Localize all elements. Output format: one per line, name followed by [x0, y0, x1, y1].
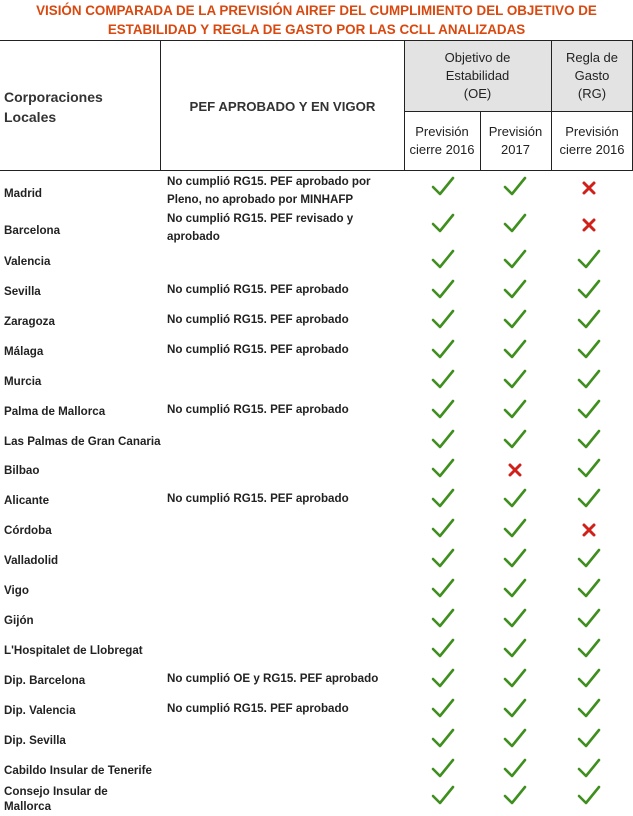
- check-icon: [577, 784, 601, 806]
- oe2016-mark: [431, 757, 455, 779]
- check-icon: [503, 368, 527, 390]
- header-oe-2017-line2: 2017: [501, 142, 530, 157]
- row-corporacion: Bilbao: [4, 464, 40, 477]
- check-icon: [577, 457, 601, 479]
- rg2016-mark: [577, 248, 601, 270]
- check-icon: [431, 457, 455, 479]
- check-icon: [577, 757, 601, 779]
- check-icon: [431, 175, 455, 197]
- check-icon: [503, 248, 527, 270]
- table-row: [0, 397, 633, 427]
- rg2016-mark: [577, 637, 601, 659]
- oe2017-mark: [503, 487, 527, 509]
- oe2017-mark: [503, 459, 527, 481]
- rg2016-mark: [577, 214, 601, 236]
- check-icon: [431, 487, 455, 509]
- check-icon: [577, 607, 601, 629]
- header-corporaciones: Corporaciones Locales: [4, 89, 103, 125]
- header-oe-2016-line1: Previsión: [415, 124, 469, 139]
- check-icon: [577, 398, 601, 420]
- oe2017-mark: [503, 212, 527, 234]
- oe2016-mark: [431, 308, 455, 330]
- oe2017-mark: [503, 607, 527, 629]
- divider: [160, 41, 161, 171]
- table-row: [0, 666, 633, 696]
- check-icon: [503, 577, 527, 599]
- cross-icon: [577, 214, 601, 236]
- row-corporacion: Dip. Sevilla: [4, 734, 66, 747]
- row-corporacion: Valladolid: [4, 554, 59, 567]
- row-corporacion: Valencia: [4, 255, 51, 268]
- check-icon: [431, 428, 455, 450]
- check-icon: [503, 398, 527, 420]
- check-icon: [577, 428, 601, 450]
- header-oe-group: [404, 49, 551, 103]
- cross-icon: [577, 177, 601, 199]
- table-row: [0, 696, 633, 726]
- check-icon: [503, 212, 527, 234]
- rg2016-mark: [577, 428, 601, 450]
- row-corporacion: Consejo Insular de Mallorca: [4, 785, 108, 813]
- table-title-line2: ESTABILIDAD Y REGLA DE GASTO POR LAS CCLL ANALIZADAS: [107, 22, 526, 37]
- divider: [404, 111, 633, 112]
- rg2016-mark: [577, 338, 601, 360]
- rg2016-mark: [577, 607, 601, 629]
- check-icon: [503, 757, 527, 779]
- check-icon: [431, 338, 455, 360]
- rg2016-mark: [577, 398, 601, 420]
- table-row: [0, 486, 633, 516]
- check-icon: [503, 727, 527, 749]
- table-row: [0, 726, 633, 756]
- row-corporacion: Málaga: [4, 345, 44, 358]
- oe2016-mark: [431, 547, 455, 569]
- oe2016-mark: [431, 338, 455, 360]
- check-icon: [577, 727, 601, 749]
- check-icon: [503, 784, 527, 806]
- row-pef: No cumplió RG15. PEF aprobado: [167, 283, 349, 296]
- cross-icon: [577, 519, 601, 541]
- oe2016-mark: [431, 637, 455, 659]
- check-icon: [431, 577, 455, 599]
- header-rg-2016-line1: Previsión: [565, 124, 619, 139]
- oe2016-mark: [431, 667, 455, 689]
- rg2016-mark: [577, 547, 601, 569]
- row-corporacion: Madrid: [4, 187, 43, 200]
- oe2017-mark: [503, 697, 527, 719]
- check-icon: [503, 547, 527, 569]
- header-oe-line3: (OE): [463, 86, 492, 101]
- check-icon: [431, 368, 455, 390]
- table-header: [0, 40, 633, 171]
- check-icon: [503, 308, 527, 330]
- check-icon: [503, 637, 527, 659]
- row-corporacion: Gijón: [4, 614, 34, 627]
- check-icon: [577, 547, 601, 569]
- table-row: [0, 277, 633, 307]
- oe2017-mark: [503, 308, 527, 330]
- oe2016-mark: [431, 487, 455, 509]
- rg2016-mark: [577, 577, 601, 599]
- check-icon: [503, 175, 527, 197]
- row-corporacion: Cabildo Insular de Tenerife: [4, 764, 152, 777]
- oe2017-mark: [503, 784, 527, 806]
- header-oe-2017: [480, 123, 551, 159]
- table-row: [0, 783, 633, 815]
- row-pef: No cumplió RG15. PEF aprobado: [167, 492, 349, 505]
- header-rg-2016-line2: cierre 2016: [559, 142, 625, 157]
- oe2017-mark: [503, 577, 527, 599]
- check-icon: [577, 278, 601, 300]
- check-icon: [577, 368, 601, 390]
- check-icon: [431, 757, 455, 779]
- oe2017-mark: [503, 547, 527, 569]
- oe2016-mark: [431, 212, 455, 234]
- oe2016-mark: [431, 784, 455, 806]
- header-oe-line1: Objetivo de: [444, 50, 511, 65]
- check-icon: [431, 212, 455, 234]
- check-icon: [431, 398, 455, 420]
- row-pef: No cumplió RG15. PEF aprobado: [167, 702, 349, 715]
- check-icon: [431, 547, 455, 569]
- check-icon: [503, 428, 527, 450]
- check-icon: [431, 697, 455, 719]
- check-icon: [431, 637, 455, 659]
- check-icon: [577, 697, 601, 719]
- row-corporacion: Alicante: [4, 494, 50, 507]
- row-pef: No cumplió RG15. PEF aprobado: [167, 403, 349, 416]
- rg2016-mark: [577, 697, 601, 719]
- table-row: [0, 756, 633, 783]
- table-row: [0, 606, 633, 636]
- check-icon: [431, 727, 455, 749]
- table-title-line1: VISIÓN COMPARADA DE LA PREVISIÓN AIREF DEL CUMPLIMIENTO DEL OBJETIVO DE: [36, 3, 597, 18]
- header-pef: PEF APROBADO Y EN VIGOR: [189, 99, 376, 114]
- row-corporacion: Zaragoza: [4, 315, 55, 328]
- row-corporacion: Las Palmas de Gran Canaria: [4, 435, 161, 448]
- check-icon: [503, 487, 527, 509]
- oe2017-mark: [503, 368, 527, 390]
- check-icon: [431, 667, 455, 689]
- header-rg-line2: Gasto: [574, 68, 610, 83]
- table-row: [0, 173, 633, 210]
- table-row: [0, 247, 633, 277]
- header-rg-2016: [551, 123, 633, 159]
- check-icon: [503, 338, 527, 360]
- check-icon: [577, 248, 601, 270]
- divider: [404, 41, 405, 171]
- check-icon: [431, 248, 455, 270]
- header-rg-group: [551, 49, 633, 103]
- row-corporacion: L'Hospitalet de Llobregat: [4, 644, 143, 657]
- table-row: [0, 337, 633, 367]
- oe2016-mark: [431, 278, 455, 300]
- oe2017-mark: [503, 428, 527, 450]
- table-row: [0, 456, 633, 486]
- row-corporacion: Sevilla: [4, 285, 41, 298]
- oe2017-mark: [503, 338, 527, 360]
- row-corporacion: Palma de Mallorca: [4, 405, 106, 418]
- row-pef: No cumplió RG15. PEF aprobado: [167, 343, 349, 356]
- check-icon: [503, 667, 527, 689]
- table-row: [0, 516, 633, 546]
- rg2016-mark: [577, 177, 601, 199]
- divider: [480, 111, 481, 171]
- table-row: [0, 210, 633, 247]
- row-pef: No cumplió RG15. PEF aprobado: [167, 313, 349, 326]
- oe2016-mark: [431, 368, 455, 390]
- table-row: [0, 636, 633, 666]
- check-icon: [431, 784, 455, 806]
- table-row: [0, 576, 633, 606]
- check-icon: [577, 487, 601, 509]
- oe2017-mark: [503, 727, 527, 749]
- oe2017-mark: [503, 637, 527, 659]
- oe2016-mark: [431, 607, 455, 629]
- check-icon: [431, 278, 455, 300]
- rg2016-mark: [577, 784, 601, 806]
- oe2016-mark: [431, 727, 455, 749]
- check-icon: [577, 637, 601, 659]
- rg2016-mark: [577, 308, 601, 330]
- oe2016-mark: [431, 248, 455, 270]
- row-pef: No cumplió RG15. PEF aprobado por Pleno, no aprobado por MINHAFP: [167, 175, 371, 206]
- oe2016-mark: [431, 697, 455, 719]
- oe2017-mark: [503, 517, 527, 539]
- rg2016-mark: [577, 368, 601, 390]
- header-oe-2016-line2: cierre 2016: [409, 142, 475, 157]
- oe2016-mark: [431, 517, 455, 539]
- header-oe-2017-line1: Previsión: [488, 124, 543, 139]
- check-icon: [577, 338, 601, 360]
- check-icon: [577, 577, 601, 599]
- check-icon: [431, 517, 455, 539]
- check-icon: [503, 697, 527, 719]
- row-corporacion: Dip. Valencia: [4, 704, 76, 717]
- row-pef: No cumplió RG15. PEF revisado y aprobado: [167, 212, 354, 243]
- table-row: [0, 367, 633, 397]
- divider: [551, 41, 552, 171]
- check-icon: [431, 607, 455, 629]
- oe2016-mark: [431, 457, 455, 479]
- oe2017-mark: [503, 667, 527, 689]
- rg2016-mark: [577, 519, 601, 541]
- cross-icon: [503, 459, 527, 481]
- row-corporacion: Córdoba: [4, 524, 52, 537]
- oe2017-mark: [503, 398, 527, 420]
- check-icon: [503, 517, 527, 539]
- row-corporacion: Dip. Barcelona: [4, 674, 86, 687]
- rg2016-mark: [577, 667, 601, 689]
- header-oe-line2: Estabilidad: [445, 68, 510, 83]
- check-icon: [577, 308, 601, 330]
- rg2016-mark: [577, 757, 601, 779]
- table-row: [0, 546, 633, 576]
- check-icon: [577, 667, 601, 689]
- check-icon: [431, 308, 455, 330]
- rg2016-mark: [577, 457, 601, 479]
- oe2017-mark: [503, 278, 527, 300]
- rg2016-mark: [577, 278, 601, 300]
- oe2017-mark: [503, 175, 527, 197]
- oe2016-mark: [431, 577, 455, 599]
- oe2017-mark: [503, 248, 527, 270]
- check-icon: [503, 607, 527, 629]
- oe2016-mark: [431, 428, 455, 450]
- oe2017-mark: [503, 757, 527, 779]
- table-title: [0, 0, 633, 40]
- header-rg-line1: Regla de: [565, 50, 619, 65]
- row-corporacion: Vigo: [4, 584, 29, 597]
- row-pef: No cumplió OE y RG15. PEF aprobado: [167, 672, 379, 685]
- oe2016-mark: [431, 398, 455, 420]
- rg2016-mark: [577, 487, 601, 509]
- check-icon: [503, 278, 527, 300]
- row-corporacion: Barcelona: [4, 224, 61, 237]
- table-row: [0, 307, 633, 337]
- table-row: [0, 427, 633, 456]
- rg2016-mark: [577, 727, 601, 749]
- oe2016-mark: [431, 175, 455, 197]
- row-corporacion: Murcia: [4, 375, 42, 388]
- header-oe-2016: [404, 123, 480, 159]
- header-rg-line3: (RG): [577, 86, 607, 101]
